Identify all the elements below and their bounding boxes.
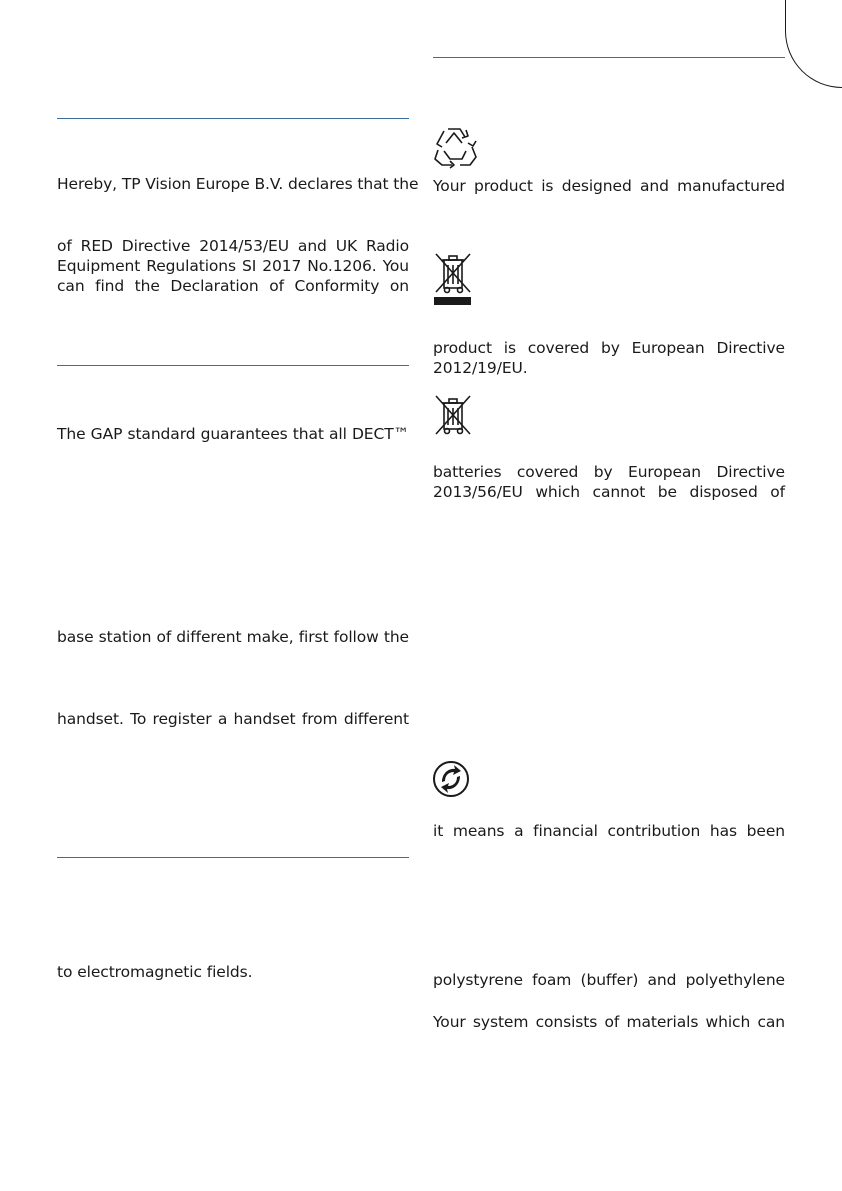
battery-line-2: 2013/56/EU which cannot be disposed of <box>433 483 785 501</box>
crossed-bin-icon <box>433 393 473 437</box>
declaration-line-4: can find the Declaration of Conformity on <box>57 277 409 295</box>
declaration-line-2: of RED Directive 2014/53/EU and UK Radio <box>57 237 409 255</box>
gap-line-1: The GAP standard guarantees that all DECT™ <box>57 425 409 443</box>
section-rule-environment <box>433 57 785 58</box>
weee-line-2: 2012/19/EU. <box>433 359 528 377</box>
gap-line-2: base station of different make, first follow the <box>57 628 409 646</box>
green-dot-line-1: it means a financial contribution has been <box>433 822 785 840</box>
section-rule-gap <box>57 365 409 366</box>
emf-line-1: to electromagnetic fields. <box>57 963 253 981</box>
battery-line-1: batteries covered by European Directive <box>433 463 785 481</box>
crossed-bin-bar-icon <box>433 250 473 306</box>
recycle-icon <box>432 125 478 169</box>
page-edge-mark <box>785 0 842 88</box>
materials-line-1: Your system consists of materials which can <box>433 1013 785 1031</box>
section-rule-declaration <box>57 118 409 119</box>
packaging-line-1: polystyrene foam (buffer) and polyethylene <box>433 971 785 989</box>
section-rule-emf <box>57 857 409 858</box>
declaration-line-3: Equipment Regulations SI 2017 No.1206. You <box>57 257 409 275</box>
gap-line-3: handset. To register a handset from different <box>57 710 409 728</box>
env-line-1: Your product is designed and manufactured <box>433 177 785 195</box>
weee-line-1: product is covered by European Directive <box>433 339 785 357</box>
green-dot-icon <box>432 760 470 798</box>
declaration-line-1: Hereby, TP Vision Europe B.V. declares that the <box>57 175 419 193</box>
